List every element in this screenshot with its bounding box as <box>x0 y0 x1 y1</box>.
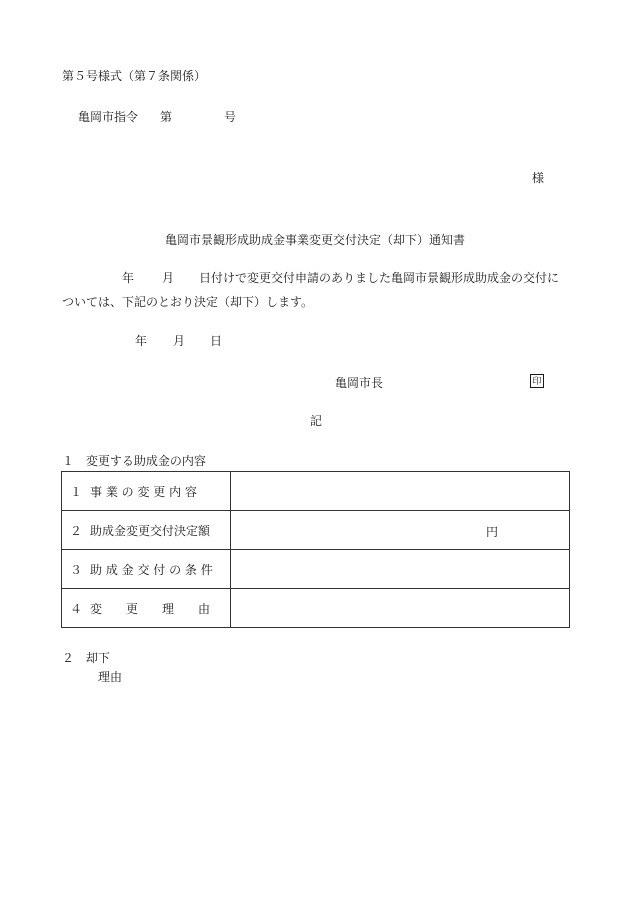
body-year: 年 <box>122 271 135 285</box>
body-line-1-text: 日付けで変更交付申請のありました亀岡市景観形成助成金の交付に <box>199 271 560 285</box>
date-month: 月 <box>173 334 186 348</box>
ki-heading: 記 <box>310 414 323 428</box>
issuer-name: 亀岡市長 <box>335 376 384 390</box>
row-label-text: 助成金変更交付決定額 <box>90 523 211 538</box>
order-number-line <box>78 110 237 124</box>
body-month: 月 <box>162 271 175 285</box>
section-2-title: 却下 <box>85 651 110 665</box>
addressee-suffix: 様 <box>532 171 545 185</box>
body-line-2: ついては、下記のとおり決定（却下）します。 <box>62 295 314 309</box>
row-value[interactable] <box>231 550 570 589</box>
section-1-number: １ <box>62 454 75 468</box>
row-number: ２ <box>70 523 83 538</box>
order-go: 号 <box>224 110 237 124</box>
row-number: ３ <box>70 562 83 577</box>
document-title: 亀岡市景観形成助成金事業変更交付決定（却下）通知書 <box>164 233 465 247</box>
issue-date <box>135 334 223 348</box>
section-1-title: 変更する助成金の内容 <box>85 454 206 468</box>
row-number: ４ <box>70 601 83 616</box>
date-day: 日 <box>210 334 223 348</box>
city-order-label: 亀岡市指令 <box>78 110 139 124</box>
seal-mark: 印 <box>530 374 544 388</box>
row-value[interactable] <box>231 511 570 550</box>
section-2-heading <box>62 652 110 664</box>
row-value[interactable] <box>231 472 570 511</box>
yen-unit: 円 <box>486 525 499 539</box>
row-value[interactable] <box>231 589 570 628</box>
row-label <box>62 472 231 511</box>
reason-label: 理由 <box>98 670 123 684</box>
table-row <box>62 589 570 628</box>
row-label <box>62 589 231 628</box>
order-dai: 第 <box>160 110 173 124</box>
row-label-text: 変 更 理 由 <box>90 601 211 616</box>
row-label <box>62 511 231 550</box>
row-label-text: 助 成 金 交 付 の 条 件 <box>90 562 213 577</box>
form-label: 第５号様式（第７条関係） <box>62 69 207 83</box>
date-year: 年 <box>135 334 148 348</box>
row-label <box>62 550 231 589</box>
table-row <box>62 550 570 589</box>
row-number: １ <box>70 484 83 499</box>
table-row <box>62 472 570 511</box>
change-details-table <box>61 471 570 628</box>
section-2-number: ２ <box>62 651 75 665</box>
section-1-heading <box>62 455 206 467</box>
row-label-text: 事 業 の 変 更 内 容 <box>90 484 197 499</box>
table-row <box>62 511 570 550</box>
